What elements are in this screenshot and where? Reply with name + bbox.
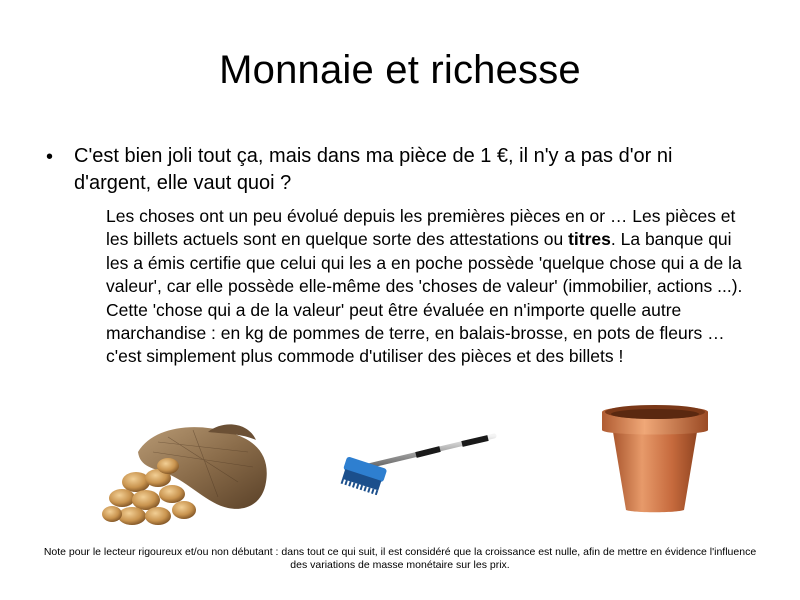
slide-title: Monnaie et richesse bbox=[219, 48, 581, 92]
paragraph-bold-term: titres bbox=[568, 229, 611, 250]
scrub-broom-image bbox=[338, 428, 498, 498]
footnote: Note pour le lecteur rigoureux et/ou non débutant : dans tout ce qui suit, il est considéré que la croissance est nulle, afin de mettre en évidence l'influence des variations de masse monétaire sur les prix. bbox=[43, 546, 757, 571]
bullet-question: C'est bien joli tout ça, mais dans ma pièce de 1 €, il n'y a pas d'or ni d'argent, elle vaut quoi ? bbox=[74, 145, 673, 194]
paragraph-text-2: . La banque qui les a émis certifie que celui qui les a en poche possède 'quelque chose qui a de la valeur', car elle possède elle-même des 'choses de valeur' (immobilier, actions ...). Cette 'chose qui a de la valeur' peut être évaluée en n'importe quelle autre marchandise : en kg de pommes de terre, en balais-brosse, en pots de fleurs … c'est simplement plus commode d'utiliser des pièces et des billets ! bbox=[106, 229, 743, 367]
explanation-paragraph bbox=[106, 205, 756, 369]
bullet-marker: • bbox=[46, 146, 54, 168]
paragraph-text-1: Les choses ont un peu évolué depuis les premières pièces en or … Les pièces et les billets actuels sont en quelque sorte des attestations ou bbox=[106, 206, 736, 250]
terracotta-flower-pot-image bbox=[596, 402, 714, 514]
sack-of-potatoes-image bbox=[98, 412, 274, 530]
